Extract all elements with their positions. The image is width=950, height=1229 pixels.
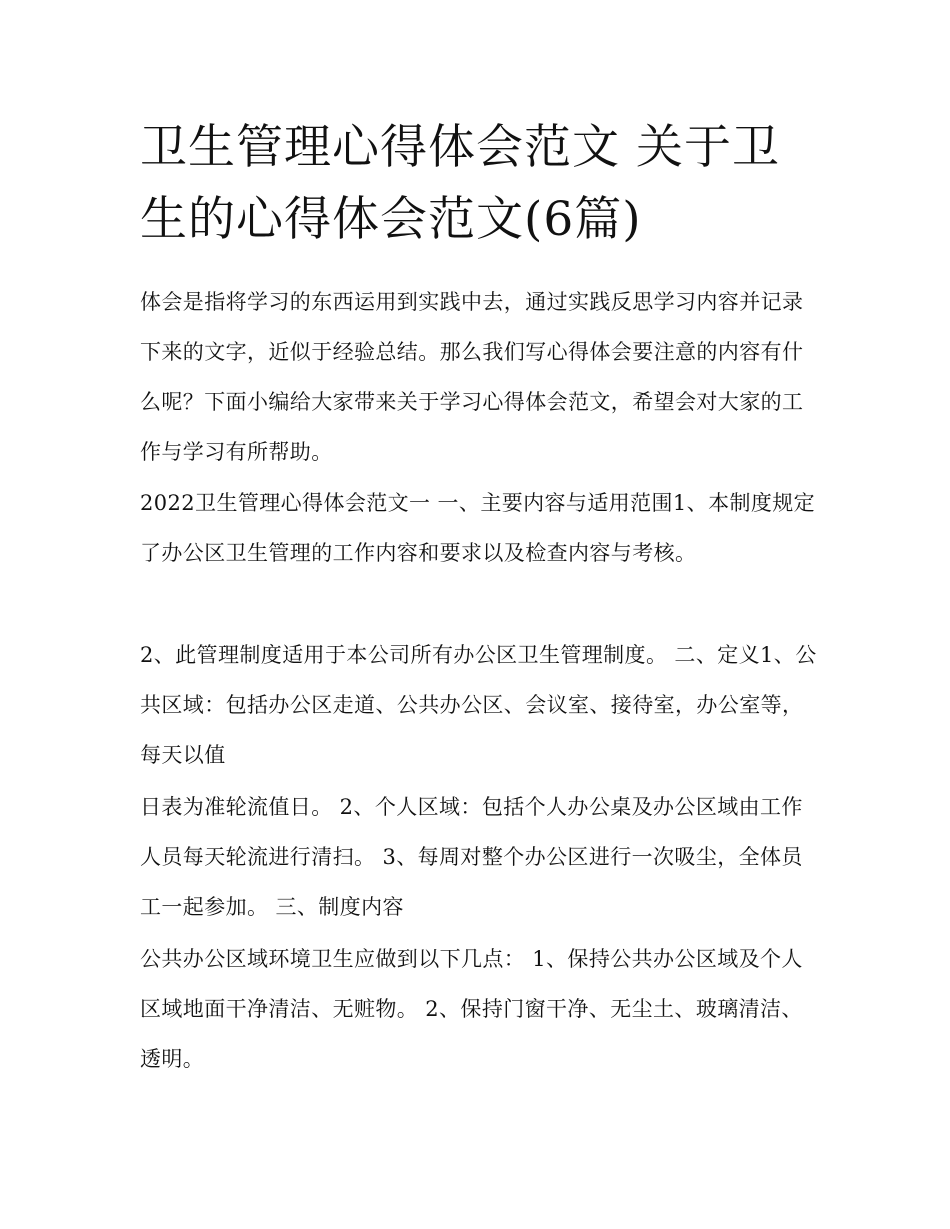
body-paragraph-scope: 2022卫生管理心得体会范文一 一、主要内容与适用范围1、本制度规定了办公区卫生管理的工作内容和要求以及检查内容与考核。 [140, 491, 816, 565]
document-title: 卫生管理心得体会范文 关于卫生的心得体会范文(6篇) [140, 120, 780, 247]
body-paragraph-areas: 日表为准轮流值日。 2、个人区域：包括个人办公桌及办公区域由工作人员每天轮流进行清扫。 3、每周对整个办公区进行一次吸尘，全体员工一起参加。 三、制度内容 [140, 795, 803, 919]
body-paragraph-definition: 2、此管理制度适用于本公司所有办公区卫生管理制度。 二、定义1、公共区域：包括办公区走道、公共办公区、会议室、接待室，办公室等，每天以值 [140, 643, 817, 767]
body-paragraph-rules: 公共办公区域环境卫生应做到以下几点： 1、保持公共办公区域及个人区域地面干净清洁、无赃物。 2、保持门窗干净、无尘土、玻璃清洁、透明。 [140, 947, 803, 1071]
intro-paragraph: 体会是指将学习的东西运用到实践中去，通过实践反思学习内容并记录下来的文字，近似于经验总结。那么我们写心得体会要注意的内容有什么呢？下面小编给大家带来关于学习心得体会范文，希望会对大家的工作与学习有所帮助。 [140, 290, 804, 464]
